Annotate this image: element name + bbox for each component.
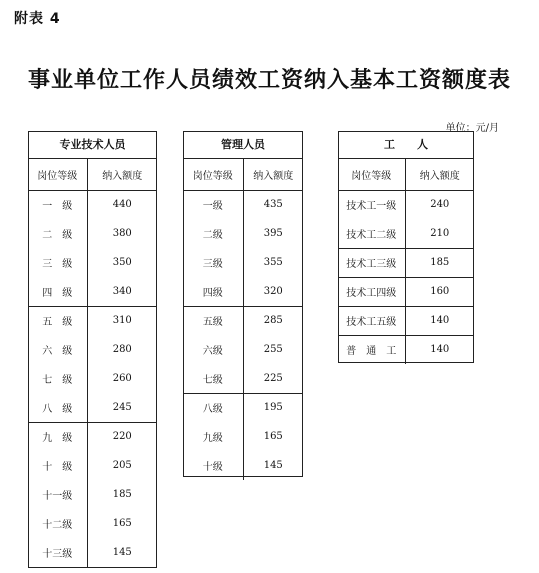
grade-cell: 四 级: [42, 287, 73, 299]
table-row: [338, 306, 474, 335]
amount-cell: 185: [405, 248, 474, 277]
grade-cell: 十一级: [42, 491, 73, 502]
grade-cell: 六 级: [42, 346, 73, 357]
amount-cell: 260: [87, 364, 157, 393]
amount-cell: 220: [87, 422, 157, 451]
column-header-grade: 岗位等级: [338, 158, 405, 190]
column-header-amount: 纳入额度: [87, 158, 157, 190]
amount-cell: 145: [87, 538, 157, 567]
amount-cell: 165: [243, 422, 303, 451]
grade-cell: 八 级: [42, 403, 73, 415]
table-row: [28, 393, 157, 422]
table-row: [183, 451, 303, 480]
table-row: [28, 480, 157, 509]
table-row: [28, 306, 157, 335]
grade-cell: 二级: [202, 230, 223, 241]
table-row: [183, 219, 303, 248]
amount-cell: 140: [405, 335, 474, 364]
grade-cell: 五级: [183, 306, 243, 335]
amount-cell: 320: [243, 277, 303, 306]
management-table-header: 管理人员: [183, 131, 303, 158]
table-row: [183, 248, 303, 277]
table-row: [183, 364, 303, 393]
column-header-grade: 岗位等级: [28, 158, 87, 190]
professional-table: [28, 131, 157, 567]
table-row: [28, 248, 157, 277]
grade-cell: 十 级: [42, 462, 73, 473]
amount-cell: 145: [243, 451, 303, 480]
amount-cell: 380: [87, 219, 157, 248]
table-row: [338, 335, 474, 364]
table-row: [183, 306, 303, 335]
grade-cell: 一级: [202, 201, 223, 213]
table-row: [28, 538, 157, 567]
amount-cell: 240: [405, 190, 474, 219]
page-title: 事业单位工作人员绩效工资纳入基本工资额度表: [27, 68, 511, 93]
amount-cell: 195: [243, 393, 303, 422]
amount-cell: 355: [243, 248, 303, 277]
grade-cell: 五 级: [28, 306, 87, 335]
table-row: [183, 393, 303, 422]
table-row: [28, 451, 157, 480]
grade-cell: 技术工一级: [346, 201, 397, 213]
grade-cell: 技术工二级: [346, 229, 397, 241]
grade-cell: 十级: [202, 462, 223, 473]
grade-cell: 七级: [202, 374, 223, 386]
column-header-grade: 岗位等级: [183, 158, 243, 190]
amount-cell: 435: [243, 190, 303, 219]
unit-note: 单位：元/月: [445, 123, 499, 134]
amount-cell: 225: [243, 364, 303, 393]
grade-cell: 十二级: [42, 520, 73, 531]
management-table: [183, 131, 303, 480]
grade-cell: 七 级: [42, 375, 73, 386]
amount-cell: 245: [87, 393, 157, 422]
amount-cell: 440: [87, 190, 157, 219]
amount-cell: 350: [87, 248, 157, 277]
table-row: [28, 277, 157, 306]
amount-cell: 285: [243, 306, 303, 335]
column-header-amount: 纳入额度: [405, 158, 474, 190]
table-row: [28, 335, 157, 364]
grade-cell: 三 级: [42, 259, 73, 270]
amount-cell: 165: [87, 509, 157, 538]
appendix-label: 附表 4: [14, 11, 61, 27]
grade-cell: 六级: [202, 346, 223, 357]
grade-cell: 二 级: [42, 230, 73, 241]
table-row: [183, 277, 303, 306]
grade-cell: 技术工三级: [338, 248, 405, 277]
professional-table-header: 专业技术人员: [28, 131, 157, 158]
grade-cell: 十三级: [42, 549, 73, 560]
table-row: [28, 364, 157, 393]
amount-cell: 280: [87, 335, 157, 364]
amount-cell: 210: [405, 219, 474, 248]
workers-table-header: 工 人: [338, 131, 474, 158]
grade-cell: 八级: [183, 393, 243, 422]
column-header-amount: 纳入额度: [243, 158, 303, 190]
amount-cell: 160: [405, 277, 474, 306]
table-row: [338, 190, 474, 219]
amount-cell: 310: [87, 306, 157, 335]
amount-cell: 255: [243, 335, 303, 364]
grade-cell: 九级: [202, 433, 223, 444]
amount-cell: 140: [405, 306, 474, 335]
amount-cell: 395: [243, 219, 303, 248]
table-row: [183, 190, 303, 219]
table-row: [338, 277, 474, 306]
amount-cell: 340: [87, 277, 157, 306]
grade-cell: 技术工四级: [338, 277, 405, 306]
grade-cell: 技术工五级: [338, 306, 405, 335]
table-row: [338, 219, 474, 248]
table-row: [183, 335, 303, 364]
grade-cell: 九 级: [28, 422, 87, 451]
table-row: [183, 422, 303, 451]
table-row: [28, 190, 157, 219]
table-row: [28, 422, 157, 451]
table-row: [28, 509, 157, 538]
table-row: [28, 219, 157, 248]
grade-cell: 四级: [202, 287, 223, 299]
amount-cell: 205: [87, 451, 157, 480]
grade-cell: 普 通 工: [338, 335, 405, 364]
grade-cell: 三级: [202, 259, 223, 270]
grade-cell: 一 级: [42, 201, 73, 213]
table-row: [338, 248, 474, 277]
workers-table: [338, 131, 474, 364]
amount-cell: 185: [87, 480, 157, 509]
